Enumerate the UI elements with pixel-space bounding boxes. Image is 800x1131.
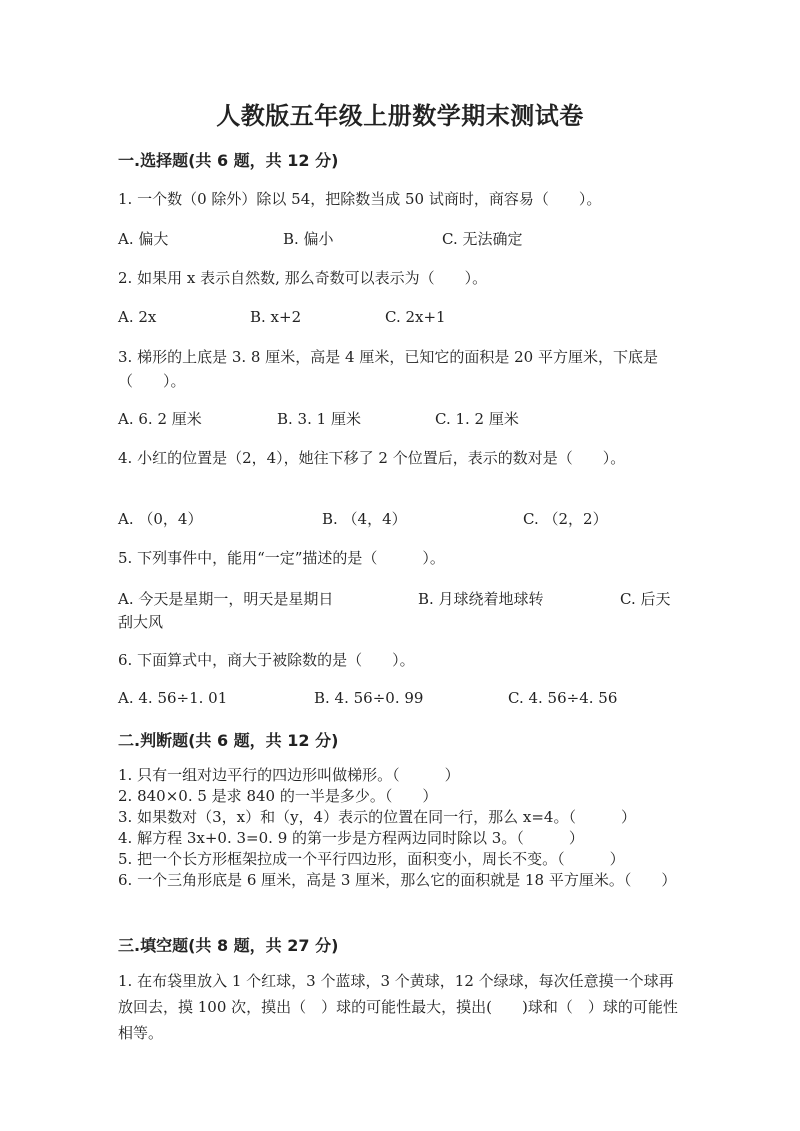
choice-q2-option-a: A. 2x bbox=[118, 308, 157, 326]
choice-question-6: 6. 下面算式中，商大于被除数的是（ ）。 bbox=[118, 651, 415, 669]
judge-item-5: 5. 把一个长方形框架拉成一个平行四边形，面积变小，周长不变。（ ） bbox=[118, 850, 625, 868]
choice-q5-option-c-continued: 刮大风 bbox=[118, 613, 164, 631]
choice-question-5: 5. 下列事件中，能用“一定”描述的是（ ）。 bbox=[118, 549, 445, 567]
choice-q4-option-c: C. （2，2） bbox=[523, 510, 608, 528]
choice-q3-option-b: B. 3. 1 厘米 bbox=[277, 410, 361, 428]
section-title-choice: 一.选择题(共 6 题，共 12 分) bbox=[118, 151, 339, 170]
choice-q1-option-b: B. 偏小 bbox=[283, 230, 334, 248]
judge-item-6: 6. 一个三角形底是 6 厘米，高是 3 厘米，那么它的面积就是 18 平方厘米。（ ） bbox=[118, 871, 677, 889]
choice-q2-option-b: B. x+2 bbox=[250, 308, 302, 326]
choice-question-2: 2. 如果用 x 表示自然数, 那么奇数可以表示为（ ）。 bbox=[118, 269, 488, 287]
choice-q1-option-c: C. 无法确定 bbox=[442, 230, 523, 248]
choice-q4-option-b: B. （4，4） bbox=[322, 510, 407, 528]
section-title-fill: 三.填空题(共 8 题，共 27 分) bbox=[118, 936, 339, 955]
choice-q3-option-c: C. 1. 2 厘米 bbox=[435, 410, 519, 428]
judge-item-4: 4. 解方程 3x+0. 3=0. 9 的第一步是方程两边同时除以 3。（ ） bbox=[118, 829, 584, 847]
choice-q6-option-a: A. 4. 56÷1. 01 bbox=[118, 689, 228, 707]
fill-question-1: 1. 在布袋里放入 1 个红球，3 个蓝球，3 个黄球，12 个绿球，每次任意摸一个球再放回去，摸 100 次，摸出（ ）球的可能性最大，摸出( )球和（ ）球的可能性相等。 bbox=[118, 972, 678, 1042]
choice-question-4: 4. 小红的位置是（2，4），她往下移了 2 个位置后，表示的数对是（ ）。 bbox=[118, 449, 626, 467]
choice-question-1: 1. 一个数（0 除外）除以 54，把除数当成 50 试商时，商容易（ ）。 bbox=[118, 190, 602, 208]
choice-q1-option-a: A. 偏大 bbox=[118, 230, 169, 248]
choice-q5-option-b: B. 月球绕着地球转 bbox=[418, 590, 544, 608]
choice-q2-option-c: C. 2x+1 bbox=[385, 308, 446, 326]
page-title: 人教版五年级上册数学期末测试卷 bbox=[216, 102, 584, 130]
choice-question-3: 3. 梯形的上底是 3. 8 厘米，高是 4 厘米，已知它的面积是 20 平方厘米，下底是（ ）。 bbox=[118, 348, 658, 390]
choice-q4-option-a: A. （0，4） bbox=[118, 510, 203, 528]
judge-item-1: 1. 只有一组对边平行的四边形叫做梯形。（ ） bbox=[118, 766, 460, 784]
judge-item-2: 2. 840×0. 5 是求 840 的一半是多少。（ ） bbox=[118, 787, 438, 805]
choice-q5-option-c: C. 后天 bbox=[620, 590, 671, 608]
judge-item-3: 3. 如果数对（3，x）和（y，4）表示的位置在同一行，那么 x=4。（ ） bbox=[118, 808, 636, 826]
choice-q6-option-b: B. 4. 56÷0. 99 bbox=[314, 689, 424, 707]
choice-q6-option-c: C. 4. 56÷4. 56 bbox=[508, 689, 618, 707]
section-title-judge: 二.判断题(共 6 题，共 12 分) bbox=[118, 731, 339, 750]
choice-q3-option-a: A. 6. 2 厘米 bbox=[118, 410, 202, 428]
choice-q5-option-a: A. 今天是星期一，明天是星期日 bbox=[118, 590, 334, 608]
